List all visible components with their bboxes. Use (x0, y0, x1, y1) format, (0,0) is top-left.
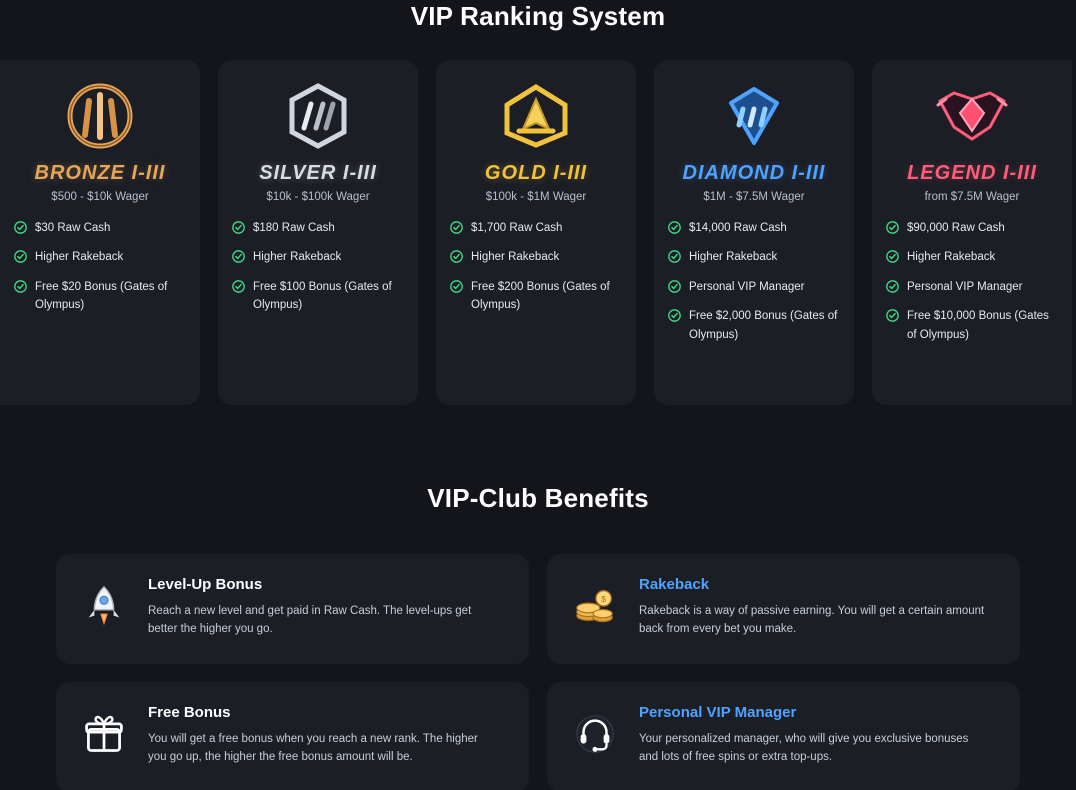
perk-text: Free $20 Bonus (Gates of Olympus) (35, 280, 168, 312)
perk-text: Free $10,000 Bonus (Gates of Olympus) (907, 310, 1049, 341)
benefit-title: Free Bonus (148, 704, 231, 721)
check-icon (232, 280, 245, 293)
check-icon (668, 280, 681, 293)
perk-item (668, 219, 840, 237)
tier-card-list (0, 60, 1076, 405)
perk-text: $180 Raw Cash (253, 222, 335, 234)
check-icon (668, 250, 681, 263)
tier-wager: from $7.5M Wager (924, 191, 1020, 203)
benefits-title: VIP-Club Benefits (427, 483, 649, 513)
perk-item (450, 278, 622, 315)
benefit-body (148, 700, 498, 772)
check-icon (232, 221, 245, 234)
perk-item (886, 248, 1058, 266)
perk-text: Higher Rakeback (907, 251, 996, 264)
perk-text: Higher Rakeback (35, 251, 124, 264)
check-icon (450, 280, 463, 293)
perk-text: Free $100 Bonus (Gates of Olympus) (253, 280, 392, 312)
check-icon (232, 250, 245, 263)
tier-wager: $10k - $100k Wager (266, 191, 370, 203)
bronze-rank-badge-icon (14, 76, 186, 156)
benefits-grid (56, 554, 1020, 790)
tier-name: GOLD I-III (484, 162, 588, 184)
tier-card-silver[interactable] (218, 60, 418, 405)
benefit-body (148, 572, 498, 644)
gold-rank-badge-icon (450, 76, 622, 156)
perk-item (886, 278, 1058, 296)
benefit-text: Rakeback is a way of passive earning. You will get a certain amount back from every bet you make. (639, 605, 985, 636)
perk-item (232, 219, 404, 237)
benefit-title: Rakeback (639, 576, 710, 593)
perk-item (668, 278, 840, 296)
check-icon (886, 280, 899, 293)
perk-list (450, 219, 622, 315)
check-icon (14, 250, 27, 263)
perk-item (14, 248, 186, 266)
benefit-card-level-up-bonus[interactable] (56, 554, 529, 664)
perk-item (450, 219, 622, 237)
perk-item (450, 248, 622, 266)
coins-icon (567, 578, 623, 634)
tier-wager: $100k - $1M Wager (485, 191, 587, 203)
legend-rank-badge-icon (886, 76, 1058, 156)
benefit-title: Personal VIP Manager (639, 704, 797, 721)
perk-list (14, 219, 186, 315)
check-icon (450, 221, 463, 234)
page-title: VIP Ranking System (410, 1, 666, 31)
check-icon (450, 250, 463, 263)
benefit-body (639, 700, 989, 772)
perk-item (232, 248, 404, 266)
perk-list (232, 219, 404, 315)
tier-card-gold[interactable] (436, 60, 636, 405)
perk-item (14, 278, 186, 315)
perk-list (886, 219, 1058, 344)
benefit-card-free-bonus[interactable] (56, 682, 529, 790)
headset-icon (567, 706, 623, 762)
tier-wager: $1M - $7.5M Wager (703, 191, 805, 203)
perk-text: $1,700 Raw Cash (471, 222, 563, 234)
check-icon (668, 221, 681, 234)
benefit-text: Reach a new level and get paid in Raw Cash. The level-ups get better the higher you go. (148, 605, 472, 636)
benefit-text: You will get a free bonus when you reach a new rank. The higher you go up, the higher the free bonus amount will be. (148, 733, 478, 764)
tier-name: SILVER I-III (259, 162, 377, 184)
perk-item (232, 278, 404, 315)
perk-item (668, 307, 840, 344)
tier-name: DIAMOND I-III (682, 162, 826, 184)
diamond-rank-badge-icon (668, 76, 840, 156)
tier-wager: $500 - $10k Wager (51, 191, 149, 203)
perk-text: $30 Raw Cash (35, 222, 111, 234)
perk-item (886, 307, 1058, 344)
tier-card-diamond[interactable] (654, 60, 854, 405)
check-icon (886, 309, 899, 322)
tier-name: BRONZE I-III (34, 162, 166, 184)
perk-text: Higher Rakeback (471, 251, 560, 264)
benefit-card-rakeback[interactable] (547, 554, 1020, 664)
perk-item (668, 248, 840, 266)
rocket-icon (76, 578, 132, 634)
perk-text: $90,000 Raw Cash (907, 222, 1005, 234)
perk-text: Personal VIP Manager (689, 280, 805, 293)
perk-text: Free $2,000 Bonus (Gates of Olympus) (689, 310, 838, 341)
benefit-card-personal-vip-manager[interactable] (547, 682, 1020, 790)
perk-text: Higher Rakeback (689, 251, 778, 264)
perk-list (668, 219, 840, 344)
check-icon (886, 250, 899, 263)
perk-text: Free $200 Bonus (Gates of Olympus) (471, 280, 610, 312)
perk-item (886, 219, 1058, 237)
gift-icon (76, 706, 132, 762)
perk-text: $14,000 Raw Cash (689, 222, 787, 234)
silver-rank-badge-icon (232, 76, 404, 156)
benefit-title: Level-Up Bonus (148, 576, 263, 593)
perk-text: Personal VIP Manager (907, 280, 1023, 293)
check-icon (14, 280, 27, 293)
benefit-text: Your personalized manager, who will give you exclusive bonuses and lots of free spins or extra top-ups. (639, 733, 969, 764)
check-icon (14, 221, 27, 234)
benefit-body (639, 572, 989, 644)
tier-name: LEGEND I-III (907, 162, 1037, 184)
tier-card-bronze[interactable] (0, 60, 200, 405)
tier-card-legend[interactable] (872, 60, 1072, 405)
perk-text: Higher Rakeback (253, 251, 342, 264)
check-icon (886, 221, 899, 234)
perk-item (14, 219, 186, 237)
svg-text:$: $ (601, 594, 607, 605)
check-icon (668, 309, 681, 322)
